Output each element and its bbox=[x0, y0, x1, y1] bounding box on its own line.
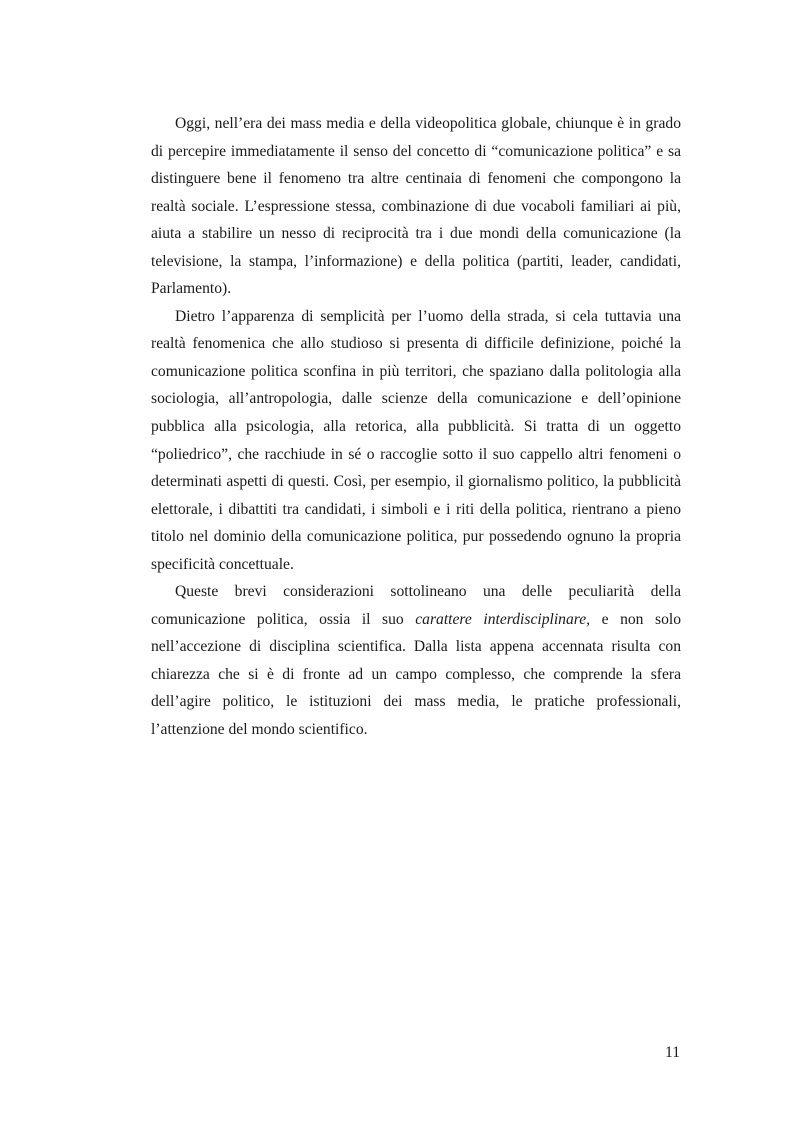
paragraph-3-text-start: Queste brevi considerazioni sottolineano una delle peculiarità della comunicazione politica, ossia il suo bbox=[151, 583, 681, 628]
paragraph-3-text-end: e non solo nell’accezione di disciplina scientifica. Dalla lista appena accennata risulta con chiarezza che si è di fronte ad un campo complesso, che comprende la sfera dell’agire politico, le istituzioni dei mass media, le pratiche professionali, l’attenzione del mondo scientifico. bbox=[151, 610, 681, 739]
paragraph-3 bbox=[151, 578, 681, 743]
paragraph-3-emphasis: carattere interdisciplinare, bbox=[415, 610, 591, 628]
page-body bbox=[151, 110, 681, 744]
paragraph-2: Dietro l’apparenza di semplicità per l’uomo della strada, si cela tuttavia una realtà fenomenica che allo studioso si presenta di difficile definizione, poiché la comunicazione politica sconfina in più territori, che spaziano dalla politologia alla sociologia, all’antropologia, dalle scienze della comunicazione e dell’opinione pubblica alla psicologia, alla retorica, alla pubblicità. Si tratta di un oggetto “poliedrico”, che racchiude in sé o raccoglie sotto il suo cappello altri fenomeni o determinati aspetti di questi. Così, per esempio, il giornalismo politico, la pubblicità elettorale, i dibattiti tra candidati, i simboli e i riti della politica, rientrano a pieno titolo nel dominio della comunicazione politica, pur possedendo ognuno la propria specificità concettuale. bbox=[151, 307, 681, 573]
paragraph-1: Oggi, nell’era dei mass media e della videopolitica globale, chiunque è in grado di percepire immediatamente il senso del concetto di “comunicazione politica” e sa distinguere bene il fenomeno tra altre centinaia di fenomeni che compongono la realtà sociale. L’espressione stessa, combinazione di due vocaboli familiari ai più, aiuta a stabilire un nesso di reciprocità tra i due mondi della comunicazione (la televisione, la stampa, l’informazione) e della politica (partiti, leader, candidati, Parlamento). bbox=[151, 115, 681, 298]
page-number: 11 bbox=[664, 1044, 680, 1061]
